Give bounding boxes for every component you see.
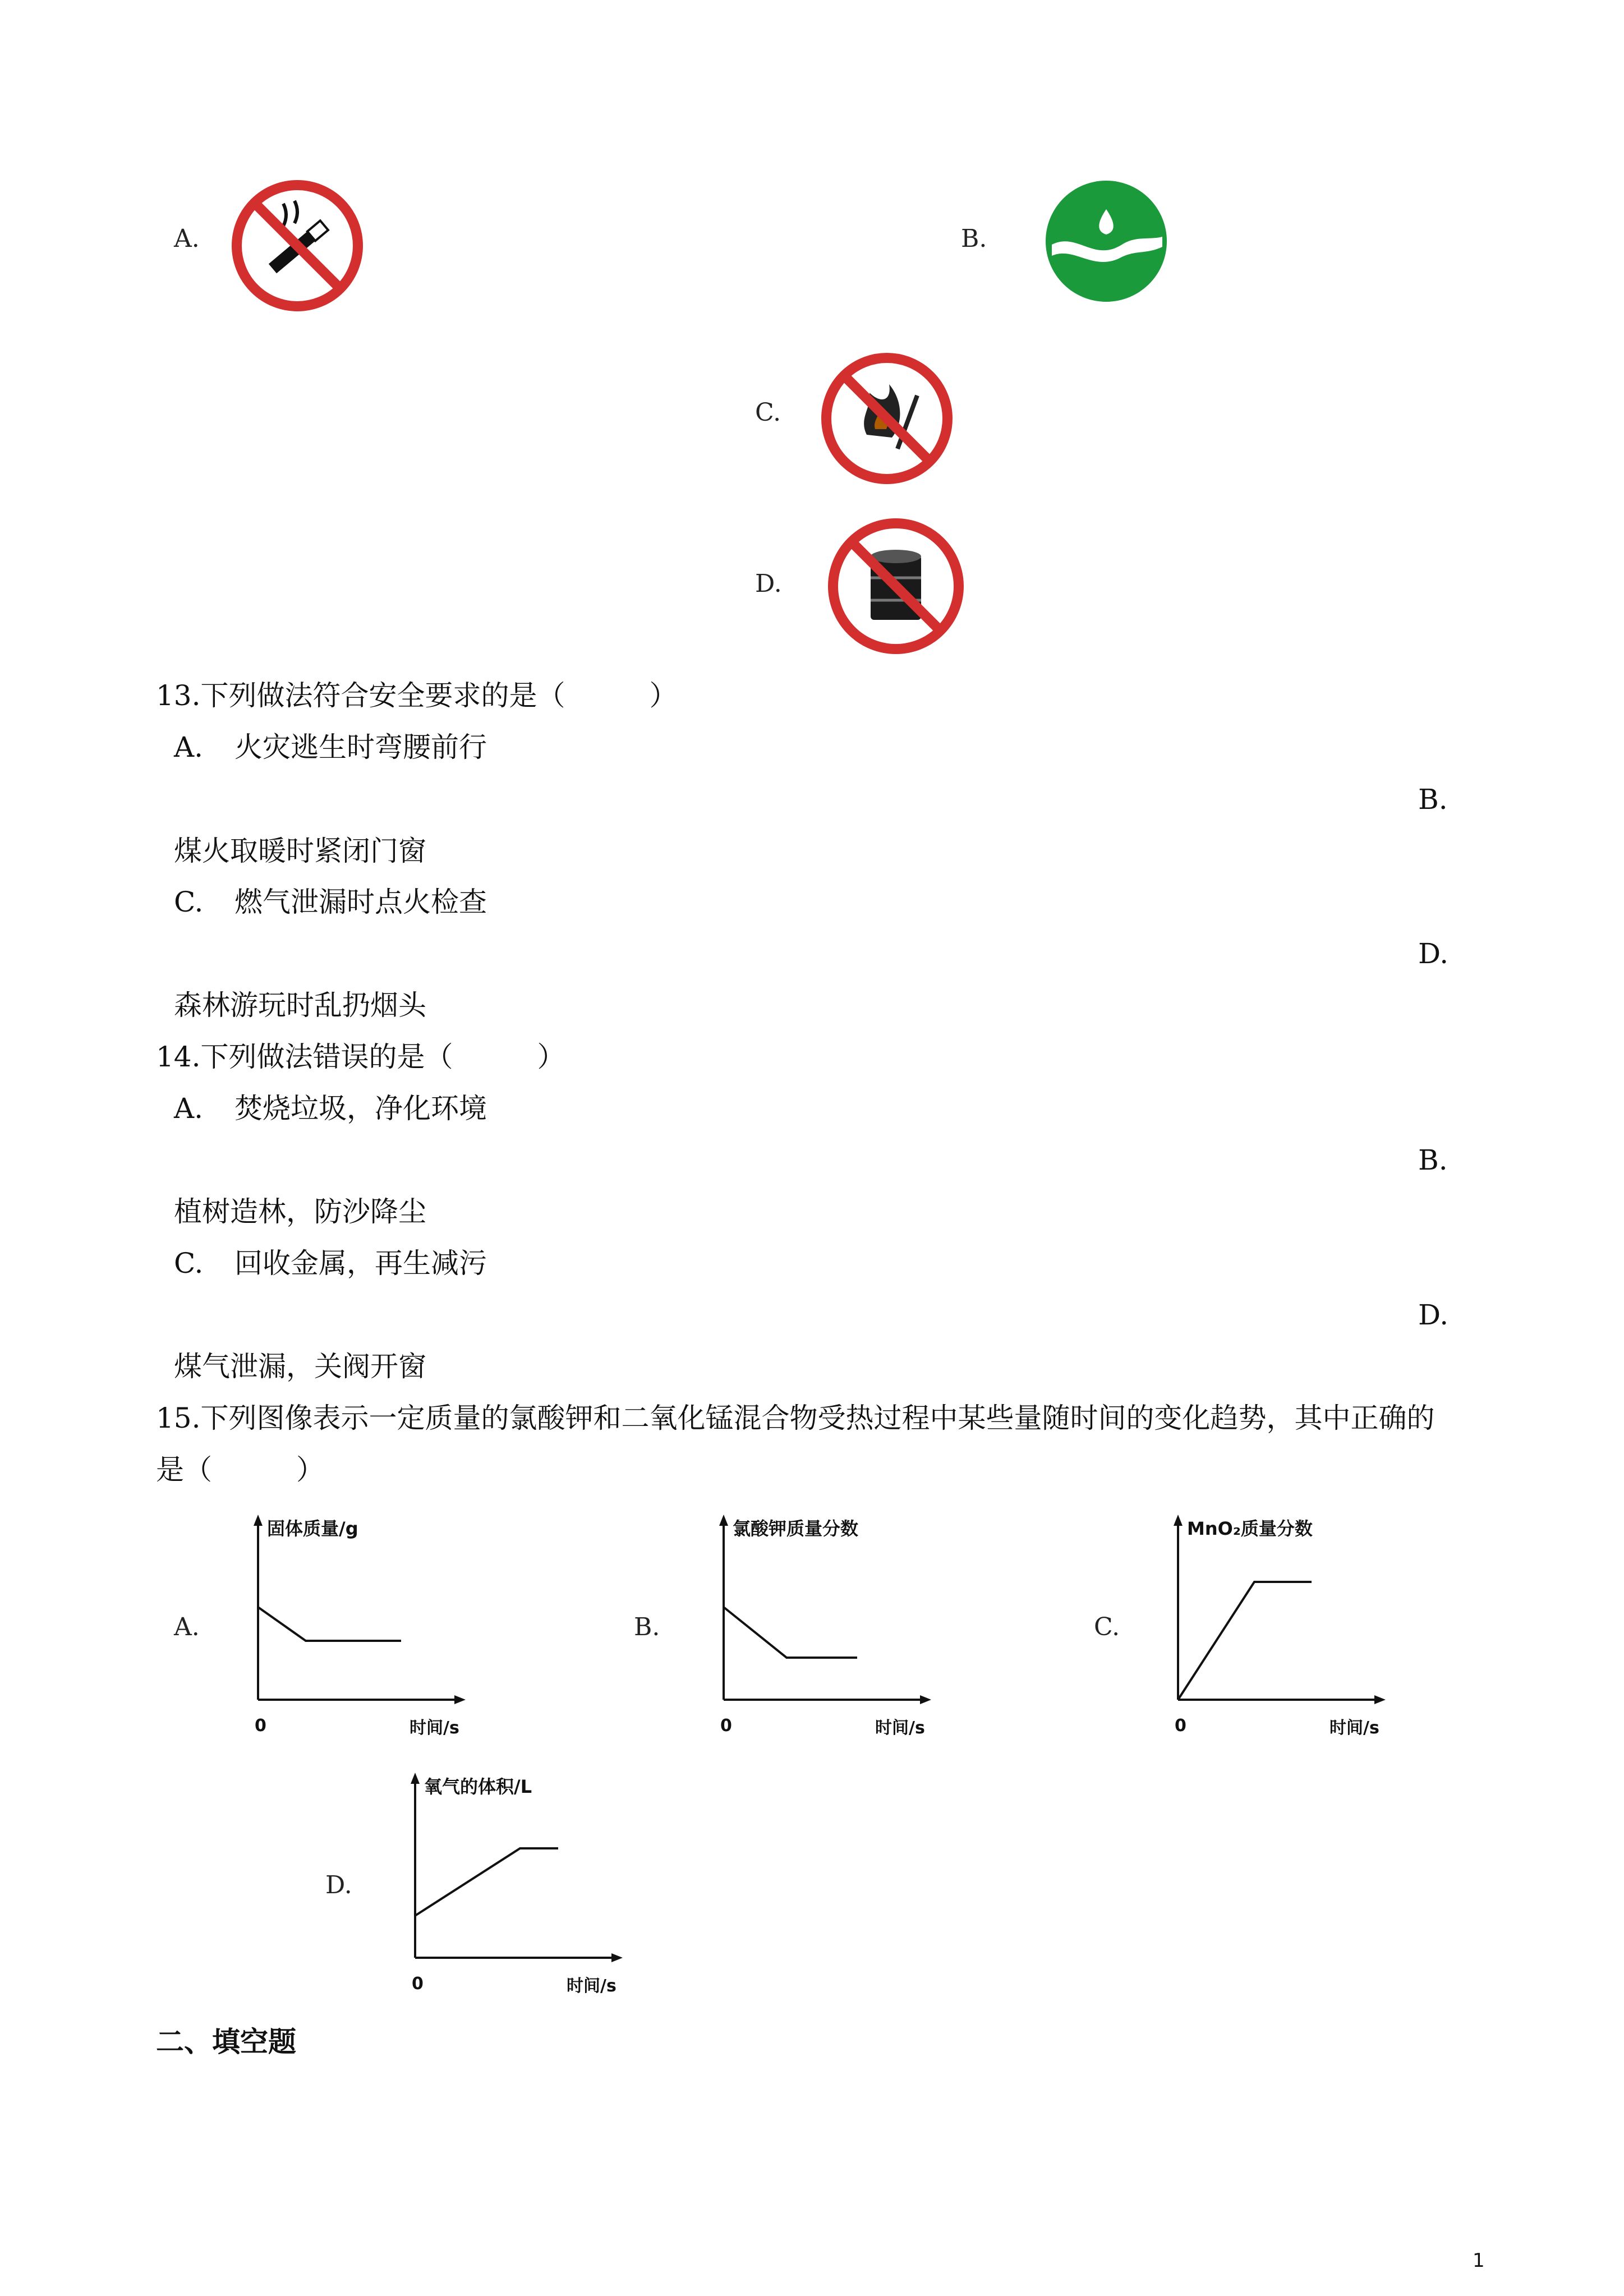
- no-smoking-icon: [230, 178, 365, 313]
- origin-label: 0: [412, 1974, 424, 1994]
- data-line: [1178, 1582, 1312, 1700]
- q15-option-a-label: A.: [174, 1613, 200, 1641]
- q14-option-a-label: A.: [174, 1092, 204, 1125]
- q13-option-b-label: B.: [1418, 783, 1448, 816]
- q13-option-a-label: A.: [174, 731, 204, 763]
- y-axis-arrow: [1174, 1515, 1183, 1526]
- q15-option-d-label: D.: [325, 1871, 352, 1899]
- no-oil-drum-icon: [826, 516, 966, 656]
- y-axis-arrow: [411, 1773, 420, 1784]
- x-axis-label: 时间/s: [875, 1718, 925, 1738]
- q13-stem: 13.下列做法符合安全要求的是（ ）: [156, 679, 678, 712]
- q14-stem: 14.下列做法错误的是（ ）: [156, 1041, 565, 1073]
- q15-stem-line1: 15.下列图像表示一定质量的氯酸钾和二氧化锰混合物受热过程中某些量随时间的变化趋势，其中正确的: [156, 1402, 1435, 1434]
- origin-label: 0: [1175, 1716, 1186, 1736]
- q15-option-b-label: B.: [634, 1613, 660, 1641]
- option-a-label: A.: [174, 224, 200, 253]
- option-c-label: C.: [755, 398, 781, 427]
- water-saving-icon: [1043, 178, 1170, 305]
- q13-option-a-text: 火灾逃生时弯腰前行: [234, 731, 487, 763]
- graph-b: [707, 1509, 942, 1745]
- graph-a: [241, 1509, 477, 1745]
- q14-option-c-label: C.: [174, 1247, 204, 1280]
- x-axis-label: 时间/s: [1329, 1718, 1379, 1738]
- option-b-label: B.: [961, 224, 987, 253]
- q13-option-d-text: 森林游玩时乱扔烟头: [174, 989, 426, 1022]
- page-number: 1: [1473, 2249, 1485, 2272]
- origin-label: 0: [720, 1716, 732, 1736]
- q14-option-b-label: B.: [1418, 1144, 1448, 1176]
- graph-c: [1161, 1509, 1397, 1745]
- q14-option-d-text: 煤气泄漏，关阀开窗: [174, 1350, 426, 1383]
- q15-option-c-label: C.: [1094, 1613, 1120, 1641]
- x-axis-arrow: [920, 1695, 931, 1704]
- y-axis-label: 氧气的体积/L: [424, 1776, 532, 1797]
- data-line: [415, 1848, 558, 1916]
- y-axis-label: 固体质量/g: [267, 1518, 358, 1539]
- q14-option-a-text: 焚烧垃圾，净化环境: [234, 1092, 487, 1125]
- y-axis-arrow: [719, 1515, 728, 1526]
- y-axis-label: MnO₂质量分数: [1187, 1518, 1313, 1539]
- q14-option-d-label: D.: [1418, 1299, 1449, 1331]
- section-title: 二、填空题: [156, 2026, 296, 2058]
- no-fireworks-icon: [819, 351, 955, 486]
- q14-option-c-text: 回收金属，再生减污: [234, 1247, 487, 1280]
- origin-label: 0: [255, 1716, 266, 1736]
- graph-d: [398, 1767, 634, 2003]
- option-d-label: D.: [755, 569, 782, 598]
- q13-option-d-label: D.: [1418, 937, 1449, 970]
- x-axis-arrow: [454, 1695, 466, 1704]
- q13-option-c-label: C.: [174, 886, 204, 918]
- q14-option-b-text: 植树造林，防沙降尘: [174, 1195, 426, 1228]
- x-axis-arrow: [1374, 1695, 1386, 1704]
- x-axis-arrow: [611, 1953, 623, 1962]
- data-line: [258, 1607, 401, 1641]
- q13-option-b-text: 煤火取暖时紧闭门窗: [174, 835, 426, 867]
- q15-stem-line2: 是（ ）: [156, 1453, 324, 1486]
- data-line: [724, 1607, 857, 1658]
- y-axis-arrow: [254, 1515, 263, 1526]
- q13-option-c-text: 燃气泄漏时点火检查: [234, 886, 487, 918]
- x-axis-label: 时间/s: [410, 1718, 459, 1738]
- x-axis-label: 时间/s: [567, 1976, 617, 1996]
- y-axis-label: 氯酸钾质量分数: [733, 1518, 859, 1539]
